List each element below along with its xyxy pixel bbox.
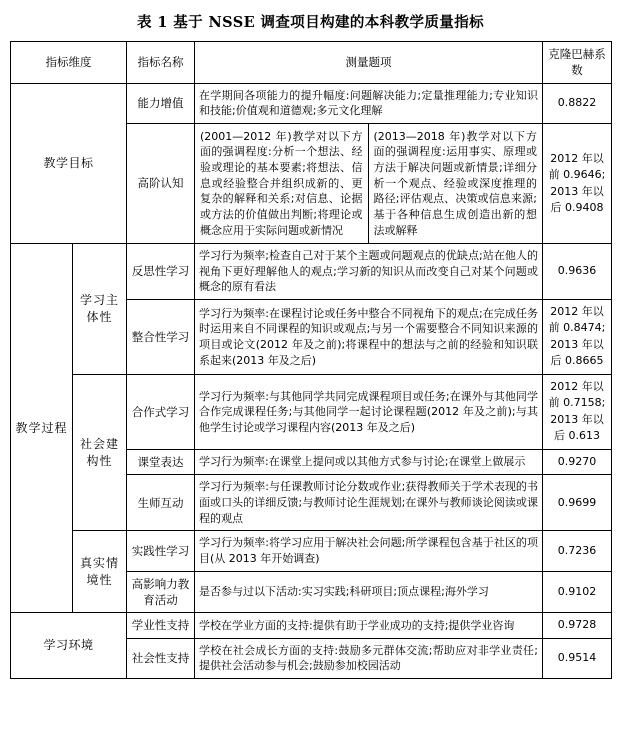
indicator-alpha: 0.7236 bbox=[543, 531, 612, 571]
dimension-teaching-process bbox=[11, 244, 73, 613]
subdimension-social-construction bbox=[73, 374, 127, 530]
table-row bbox=[11, 244, 612, 300]
table-row bbox=[11, 531, 612, 571]
page-title: 表 1 基于 NSSE 调查项目构建的本科教学质量指标 bbox=[136, 14, 484, 31]
indicator-items: 学校在学业方面的支持:提供有助于学业成功的支持;提供学业咨询 bbox=[195, 613, 543, 639]
quality-indicator-table bbox=[10, 41, 612, 679]
indicator-alpha: 2012 年以前 0.9646;2013 年以后 0.9408 bbox=[543, 123, 612, 243]
table-row bbox=[11, 83, 612, 123]
table-row bbox=[11, 374, 612, 449]
indicator-items: 学习行为频率:与任课教师讨论分数或作业;获得教师关于学术表现的书面或口头的详细反馈;与教师讨论生涯规划;在课外与教师谈论阅读或课程的观点 bbox=[195, 475, 543, 531]
indicator-name: 高阶认知 bbox=[127, 123, 195, 243]
indicator-items-left: (2001—2012 年)教学对以下方面的强调程度:分析一个想法、经验或理论的基本要素;将想法、信息或经验整合并组织成新的、更复杂的解释和关系;对信息、论据或方法的价值做出判断;将理论或概念应用于实际问题或新情况 bbox=[195, 124, 369, 243]
subdimension-label: 学习主体性 bbox=[79, 293, 119, 325]
header-alpha: 克隆巴赫系数 bbox=[543, 42, 612, 84]
subdimension-learner-agency bbox=[73, 244, 127, 375]
indicator-alpha: 2012 年以前 0.7158;2013 年以后 0.613 bbox=[543, 374, 612, 449]
indicator-name: 高影响力教育活动 bbox=[127, 571, 195, 613]
indicator-items: 是否参与过以下活动:实习实践;科研项目;顶点课程;海外学习 bbox=[195, 571, 543, 613]
indicator-items-right: (2013—2018 年)教学对以下方面的强调程度:运用事实、原理或方法于解决问题或新情景;详细分析一个观点、经验或深度推理的路径;评估观点、决策或信息来源;基于各种信息生成创造出新的想法或解释 bbox=[373, 129, 537, 237]
subdimension-authentic-context bbox=[73, 531, 127, 613]
dimension-teaching-goal: 教学目标 bbox=[11, 83, 127, 243]
indicator-alpha: 0.9728 bbox=[543, 613, 612, 639]
dimension-label: 教学过程 bbox=[15, 420, 68, 435]
indicator-items: 在学期间各项能力的提升幅度:问题解决能力;定量推理能力;专业知识和技能;价值观和道德观;多元文化理解 bbox=[195, 83, 543, 123]
indicator-name: 能力增值 bbox=[127, 83, 195, 123]
header-dimension: 指标维度 bbox=[11, 42, 127, 84]
indicator-name: 反思性学习 bbox=[127, 244, 195, 300]
table-header-row bbox=[11, 42, 612, 84]
indicator-alpha: 2012 年以前 0.8474;2013 年以后 0.8665 bbox=[543, 299, 612, 374]
indicator-items: 学习行为频率:在课程讨论或任务中整合不同视角下的观点;在完成任务时运用来自不同课程的知识或观点;与另一个需要整合不同知识来源的项目或论文(2012 年及之前);将课程中的想法与之前的经验和知识联系起来(2013 年及之后) bbox=[195, 299, 543, 374]
indicator-name: 生师互动 bbox=[127, 475, 195, 531]
indicator-items: 学校在社会成长方面的支持:鼓励多元群体交流;帮助应对非学业责任;提供社会活动参与机会;鼓励参加校园活动 bbox=[195, 638, 543, 678]
indicator-items: 学习行为频率:在课堂上提问或以其他方式参与讨论;在课堂上做展示 bbox=[195, 449, 543, 475]
indicator-items: 学习行为频率;检查自己对于某个主题或问题观点的优缺点;站在他人的视角下更好理解他人的观点;学习新的知识从而改变自己对某个问题或概念的原有看法 bbox=[195, 244, 543, 300]
subdimension-label: 真实情境性 bbox=[79, 555, 119, 587]
indicator-name: 合作式学习 bbox=[127, 374, 195, 449]
indicator-items: 学习行为频率:将学习应用于解决社会问题;所学课程包含基于社区的项目(从 2013 年开始调查) bbox=[195, 531, 543, 571]
indicator-alpha: 0.8822 bbox=[543, 83, 612, 123]
indicator-name: 学业性支持 bbox=[127, 613, 195, 639]
indicator-alpha: 0.9514 bbox=[543, 638, 612, 678]
indicator-name: 整合性学习 bbox=[127, 299, 195, 374]
indicator-name: 实践性学习 bbox=[127, 531, 195, 571]
header-name: 指标名称 bbox=[127, 42, 195, 84]
dimension-learning-environment: 学习环境 bbox=[11, 613, 127, 679]
table-row bbox=[11, 613, 612, 639]
header-items: 测量题项 bbox=[195, 42, 543, 84]
indicator-alpha: 0.9636 bbox=[543, 244, 612, 300]
indicator-items-split bbox=[195, 123, 543, 243]
indicator-name: 课堂表达 bbox=[127, 449, 195, 475]
indicator-alpha: 0.9699 bbox=[543, 475, 612, 531]
indicator-items: 学习行为频率:与其他同学共同完成课程项目或任务;在课外与其他同学合作完成课程任务;与其他同学一起讨论课程题(2012 年及之前);与其他学生讨论或学习课程内容(2013 年及之后) bbox=[195, 374, 543, 449]
indicator-alpha: 0.9102 bbox=[543, 571, 612, 613]
subdimension-label: 社会建构性 bbox=[79, 436, 119, 468]
indicator-alpha: 0.9270 bbox=[543, 449, 612, 475]
indicator-name: 社会性支持 bbox=[127, 638, 195, 678]
